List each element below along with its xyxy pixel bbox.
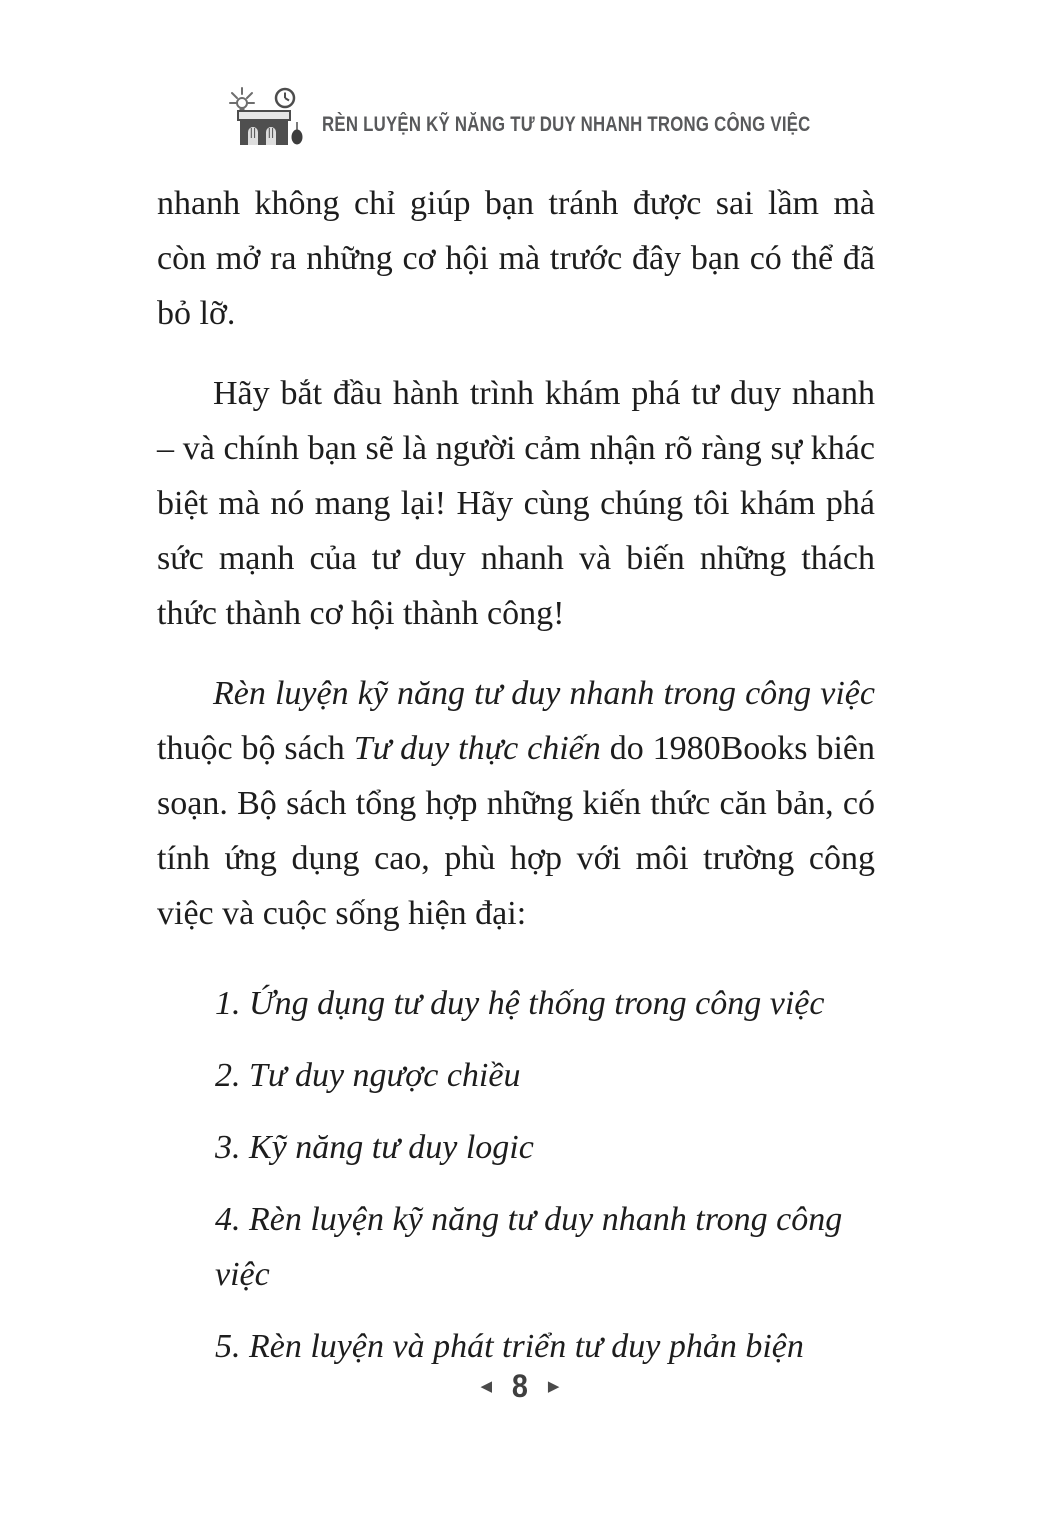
paragraph-1: nhanh không chỉ giúp bạn tránh được sai lầm mà còn mở ra những cơ hội mà trước đây bạn có thể đã bỏ lỡ. bbox=[157, 185, 875, 332]
item-number: 5. bbox=[215, 1328, 241, 1365]
item-number: 1. bbox=[215, 985, 241, 1022]
book-list-item-3 bbox=[215, 1120, 875, 1175]
series-title-italic: Tư duy thực chiến bbox=[353, 730, 601, 767]
item-number: 4. bbox=[215, 1201, 241, 1238]
laptop-hands-lightbulb-clock-icon bbox=[228, 86, 308, 150]
item-title: Tư duy ngược chiều bbox=[249, 1057, 521, 1094]
item-title: Rèn luyện và phát triển tư duy phản biện bbox=[249, 1328, 804, 1365]
chapter-running-title: RÈN LUYỆN KỸ NĂNG TƯ DUY NHANH TRONG CÔNG VIỆC bbox=[322, 113, 811, 136]
book-list bbox=[157, 976, 875, 1374]
item-title: Ứng dụng tư duy hệ thống trong công việc bbox=[249, 985, 825, 1022]
page-footer bbox=[0, 1368, 1040, 1404]
paragraph-2: Hãy bắt đầu hành trình khám phá tư duy nhanh – và chính bạn sẽ là người cảm nhận rõ ràng sự khác biệt mà nó mang lại! Hãy cùng chúng tôi khám phá sức mạnh của tư duy nhanh và biến những thách thức thành cơ hội thành công! bbox=[157, 375, 875, 632]
paragraph-text: thuộc bộ sách bbox=[157, 730, 354, 767]
item-number: 2. bbox=[215, 1057, 241, 1094]
book-list-item-2 bbox=[215, 1048, 875, 1103]
book-list-item-1 bbox=[215, 976, 875, 1031]
prev-page-icon: ◀ bbox=[480, 1377, 493, 1395]
item-title: Kỹ năng tư duy logic bbox=[249, 1129, 534, 1166]
page-number: 8 bbox=[511, 1368, 529, 1404]
item-title: Rèn luyện kỹ năng tư duy nhanh trong công việc bbox=[215, 1201, 843, 1293]
paragraph-text: do 1980Books biên soạn. Bộ sách tổng hợp những kiến thức căn bản, có tính ứng dụng cao, phù hợp với môi trường công việc và cuộc sống hiện đại: bbox=[157, 730, 875, 932]
book-list-item-4 bbox=[215, 1192, 875, 1302]
next-page-icon: ▶ bbox=[547, 1377, 560, 1395]
item-number: 3. bbox=[215, 1129, 241, 1166]
running-header bbox=[228, 86, 933, 150]
page-body bbox=[157, 176, 875, 1391]
book-list-item-5 bbox=[215, 1319, 875, 1374]
book-title-italic: Rèn luyện kỹ năng tư duy nhanh trong công việc bbox=[213, 675, 875, 712]
paragraph-3 bbox=[157, 666, 875, 941]
